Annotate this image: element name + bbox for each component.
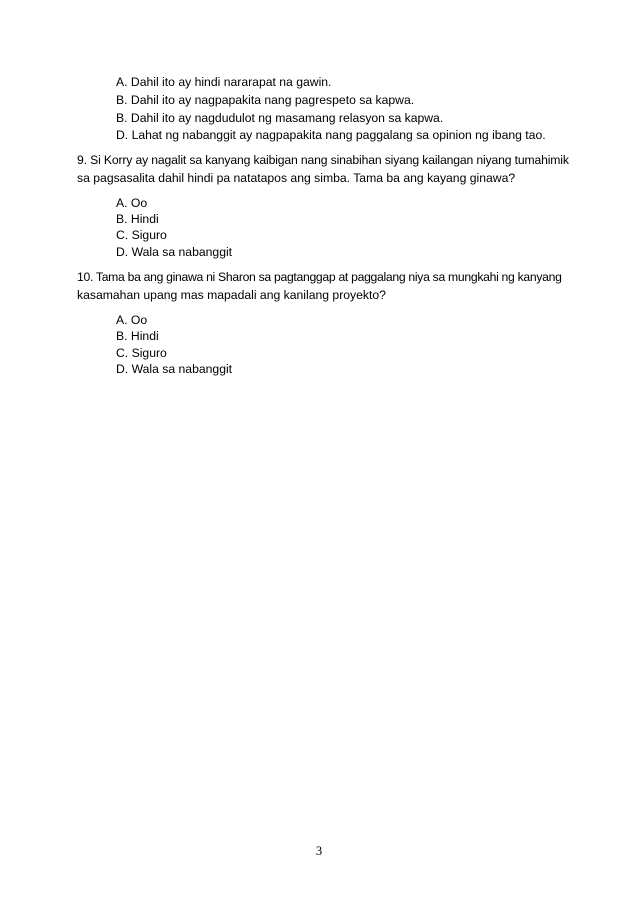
q10-option-c: C. Siguro: [116, 346, 167, 360]
page-number: 3: [315, 844, 323, 858]
q10-text-line-1: 10. Tama ba ang ginawa ni Sharon sa pagtanggap at paggalang niya sa mungkahi ng kanyang: [77, 270, 562, 284]
q10-option-d: D. Wala sa nabanggit: [116, 362, 233, 376]
q9-option-d: D. Wala sa nabanggit: [116, 245, 233, 259]
q9-option-b: B. Hindi: [116, 212, 159, 226]
q8-option-d: D. Lahat ng nabanggit ay nagpapakita nang paggalang sa opinion ng ibang tao.: [116, 128, 546, 142]
q8-option-c: B. Dahil ito ay nagdudulot ng masamang relasyon sa kapwa.: [116, 111, 444, 125]
q9-option-a: A. Oo: [116, 196, 148, 210]
q10-text-line-2: kasamahan upang mas mapadali ang kanilang proyekto?: [77, 288, 386, 302]
q8-option-b: B. Dahil ito ay nagpapakita nang pagrespeto sa kapwa.: [116, 93, 415, 107]
q8-option-a: A. Dahil ito ay hindi nararapat na gawin.: [116, 75, 332, 89]
q9-text-line-2: sa pagsasalita dahil hindi pa natatapos ang simba. Tama ba ang kayang ginawa?: [77, 171, 516, 185]
q9-option-c: C. Siguro: [116, 228, 167, 242]
q10-option-a: A. Oo: [116, 313, 148, 327]
q10-option-b: B. Hindi: [116, 329, 159, 343]
q9-text-line-1: 9. Si Korry ay nagalit sa kanyang kaibigan nang sinabihan siyang kailangan niyang tumahimik: [77, 153, 569, 167]
